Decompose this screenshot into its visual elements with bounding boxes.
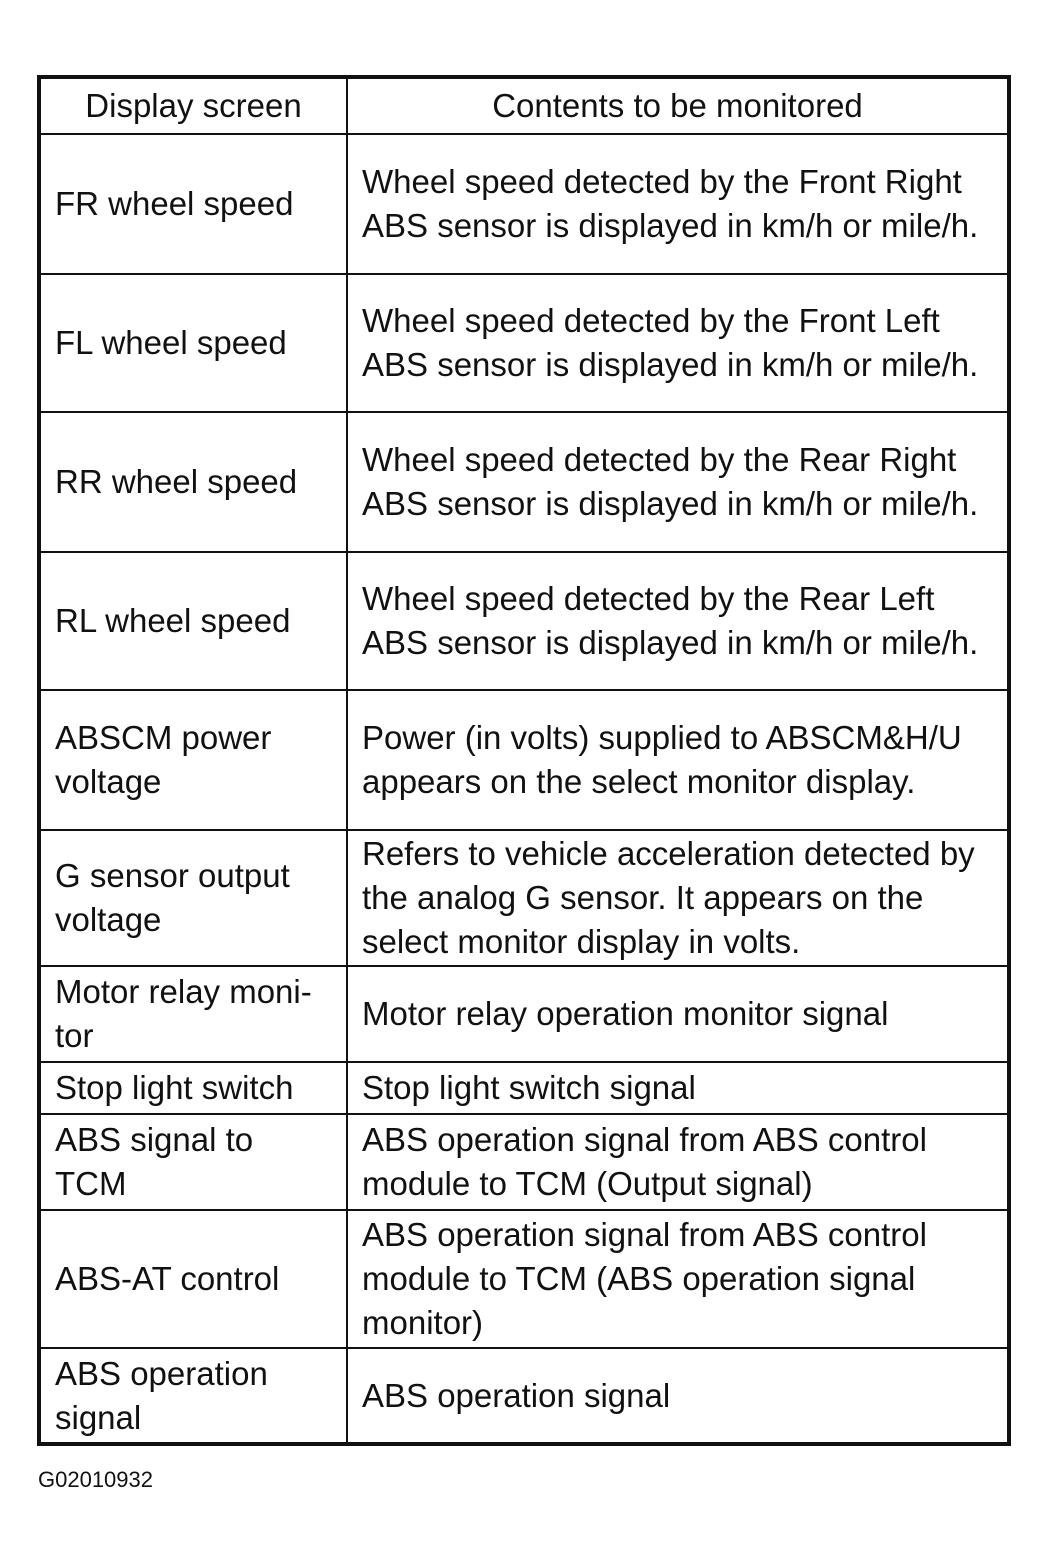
- table-row: [39, 412, 1009, 552]
- table-header-row: [39, 77, 1009, 134]
- monitor-items-table: [37, 75, 1011, 1446]
- table-row: [39, 966, 1009, 1062]
- contents-cell: Wheel speed detected by the Rear Right ABS sensor is displayed in km/h or mile/h.: [347, 412, 1009, 552]
- contents-cell: Wheel speed detected by the Front Right ABS sensor is displayed in km/h or mile/h.: [347, 134, 1009, 274]
- contents-cell: Wheel speed detected by the Rear Left ABS sensor is displayed in km/h or mile/h.: [347, 552, 1009, 690]
- display-screen-cell: FR wheel speed: [39, 134, 347, 274]
- display-screen-cell: Stop light switch: [39, 1062, 347, 1114]
- table-row: [39, 830, 1009, 966]
- contents-cell: Stop light switch signal: [347, 1062, 1009, 1114]
- display-screen-cell: ABS-AT control: [39, 1210, 347, 1348]
- header-display-screen: Display screen: [39, 77, 347, 134]
- contents-cell: ABS operation signal from ABS control module to TCM (Output signal): [347, 1114, 1009, 1210]
- contents-cell: Power (in volts) supplied to ABSCM&H/U appears on the select monitor display.: [347, 690, 1009, 830]
- table-row: [39, 274, 1009, 412]
- display-screen-cell: FL wheel speed: [39, 274, 347, 412]
- table-row: [39, 1062, 1009, 1114]
- contents-cell: ABS operation signal: [347, 1348, 1009, 1444]
- display-screen-cell: Motor relay moni-tor: [39, 966, 347, 1062]
- display-screen-cell: ABSCM power voltage: [39, 690, 347, 830]
- table-row: [39, 134, 1009, 274]
- display-screen-cell: RR wheel speed: [39, 412, 347, 552]
- display-screen-cell: RL wheel speed: [39, 552, 347, 690]
- contents-cell: Motor relay operation monitor signal: [347, 966, 1009, 1062]
- display-screen-cell: ABS signal to TCM: [39, 1114, 347, 1210]
- table-row: [39, 1114, 1009, 1210]
- display-screen-cell: ABS operation signal: [39, 1348, 347, 1444]
- table-row: [39, 1210, 1009, 1348]
- contents-cell: Refers to vehicle acceleration detected by the analog G sensor. It appears on the select monitor display in volts.: [347, 830, 1009, 966]
- display-screen-cell: G sensor output voltage: [39, 830, 347, 966]
- contents-cell: ABS operation signal from ABS control module to TCM (ABS operation signal monitor): [347, 1210, 1009, 1348]
- table-row: [39, 552, 1009, 690]
- contents-cell: Wheel speed detected by the Front Left ABS sensor is displayed in km/h or mile/h.: [347, 274, 1009, 412]
- header-contents-monitored: Contents to be monitored: [347, 77, 1009, 134]
- figure-id-label: G02010932: [38, 1467, 153, 1492]
- monitor-table-container: [37, 75, 1007, 1446]
- table-row: [39, 1348, 1009, 1444]
- table-row: [39, 690, 1009, 830]
